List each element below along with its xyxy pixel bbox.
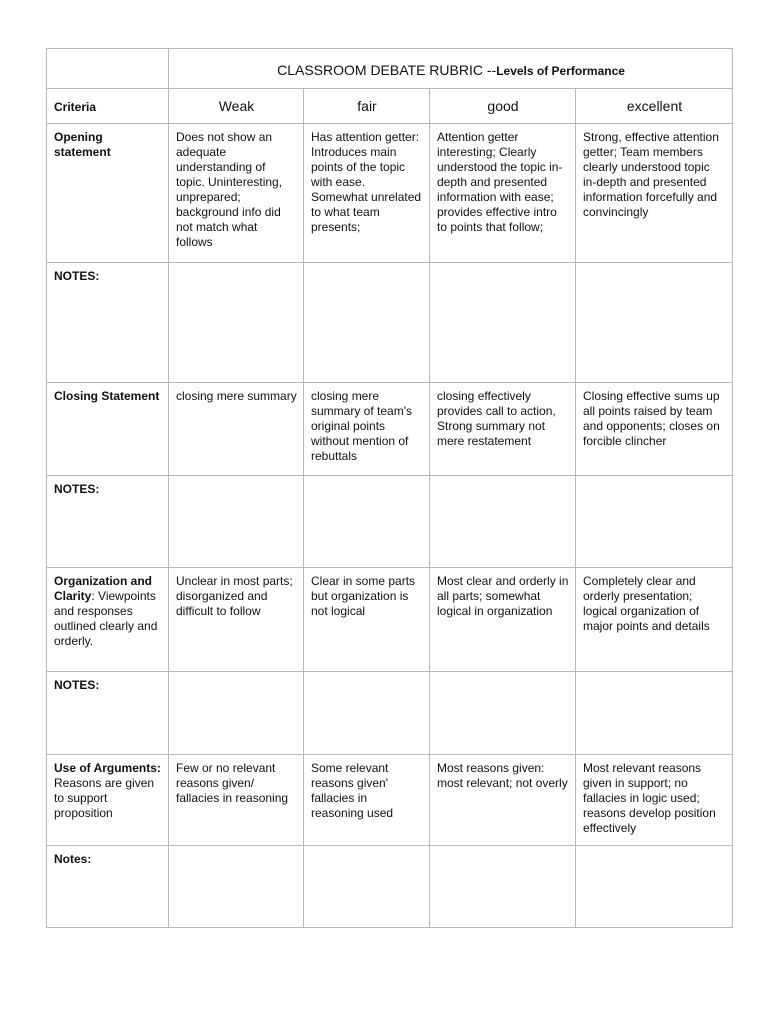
notes-label: NOTES: (54, 482, 100, 496)
notes-label: NOTES: (54, 678, 100, 692)
criteria-header: Criteria (47, 89, 169, 124)
notes-cell (304, 263, 430, 383)
notes-label-cell (47, 476, 169, 568)
notes-cell (304, 846, 430, 928)
rating-cell-excellent: Strong, effective attention getter; Team members clearly understood topic in-depth and presented information forcefully and convincingly (576, 124, 733, 263)
criterion-cell (47, 124, 169, 263)
notes-cell (169, 263, 304, 383)
rating-cell-excellent: Completely clear and orderly presentation; logical organization of major points and details (576, 568, 733, 672)
notes-cell (576, 672, 733, 755)
notes-cell (576, 846, 733, 928)
rating-cell-good: Most reasons given: most relevant; not overly (430, 755, 576, 846)
criterion-label: Use of Arguments: (54, 761, 161, 775)
rating-cell-excellent: Closing effective sums up all points raised by team and opponents; closes on forcible clincher (576, 383, 733, 476)
rating-cell-fair: Has attention getter: Introduces main points of the topic with ease. Somewhat unrelated to what team presents; (304, 124, 430, 263)
criterion-label: Closing Statement (54, 389, 160, 403)
notes-cell (304, 672, 430, 755)
notes-label: NOTES: (54, 269, 100, 283)
notes-row (47, 476, 733, 568)
level-header-fair: fair (304, 89, 430, 124)
notes-label-cell (47, 672, 169, 755)
rating-cell-weak: Few or no relevant reasons given/ fallacies in reasoning (169, 755, 304, 846)
level-header-weak: Weak (169, 89, 304, 124)
notes-row (47, 263, 733, 383)
blank-corner-cell (47, 49, 169, 89)
level-header-good: good (430, 89, 576, 124)
criterion-cell (47, 383, 169, 476)
rating-cell-good: Most clear and orderly in all parts; somewhat logical in organization (430, 568, 576, 672)
notes-cell (430, 476, 576, 568)
notes-cell (576, 476, 733, 568)
header-row (47, 89, 733, 124)
notes-cell (169, 846, 304, 928)
rating-cell-good: closing effectively provides call to action, Strong summary not mere restatement (430, 383, 576, 476)
notes-cell (430, 263, 576, 383)
criterion-description: Reasons are given to support proposition (54, 776, 155, 820)
notes-label-cell (47, 846, 169, 928)
rubric-title-main: CLASSROOM DEBATE RUBRIC -- (277, 61, 497, 78)
rating-cell-excellent: Most relevant reasons given in support; no fallacies in logic used; reasons develop position effectively (576, 755, 733, 846)
criterion-row-opening (47, 124, 733, 263)
notes-label: Notes: (54, 852, 92, 866)
criterion-row-organization (47, 568, 733, 672)
criterion-row-closing (47, 383, 733, 476)
rating-cell-weak: Unclear in most parts; disorganized and difficult to follow (169, 568, 304, 672)
notes-cell (430, 672, 576, 755)
criterion-label: Opening statement (54, 130, 111, 159)
title-row (47, 49, 733, 89)
rating-cell-fair: Some relevant reasons given' fallacies in reasoning used (304, 755, 430, 846)
notes-row (47, 672, 733, 755)
debate-rubric-table (46, 48, 733, 928)
rating-cell-good: Attention getter interesting; Clearly understood the topic in-depth and presented information with ease; provides effective intro to points that follow; (430, 124, 576, 263)
notes-cell (430, 846, 576, 928)
criterion-cell (47, 568, 169, 672)
notes-label-cell (47, 263, 169, 383)
rating-cell-fair: closing mere summary of team's original points without mention of rebuttals (304, 383, 430, 476)
criterion-row-arguments (47, 755, 733, 846)
rating-cell-fair: Clear in some parts but organization is not logical (304, 568, 430, 672)
notes-row (47, 846, 733, 928)
rating-cell-weak: Does not show an adequate understanding of topic. Uninteresting, unprepared; background info did not match what follows (169, 124, 304, 263)
rubric-title-sub: Levels of Performance (496, 63, 625, 78)
notes-cell (304, 476, 430, 568)
level-header-excellent: excellent (576, 89, 733, 124)
notes-cell (576, 263, 733, 383)
criterion-cell (47, 755, 169, 846)
criterion-label: Organization and Clarity (54, 574, 153, 603)
rubric-title (169, 49, 733, 89)
criterion-description: : Viewpoints and responses outlined clearly and orderly. (54, 589, 158, 648)
notes-cell (169, 672, 304, 755)
rating-cell-weak: closing mere summary (169, 383, 304, 476)
notes-cell (169, 476, 304, 568)
